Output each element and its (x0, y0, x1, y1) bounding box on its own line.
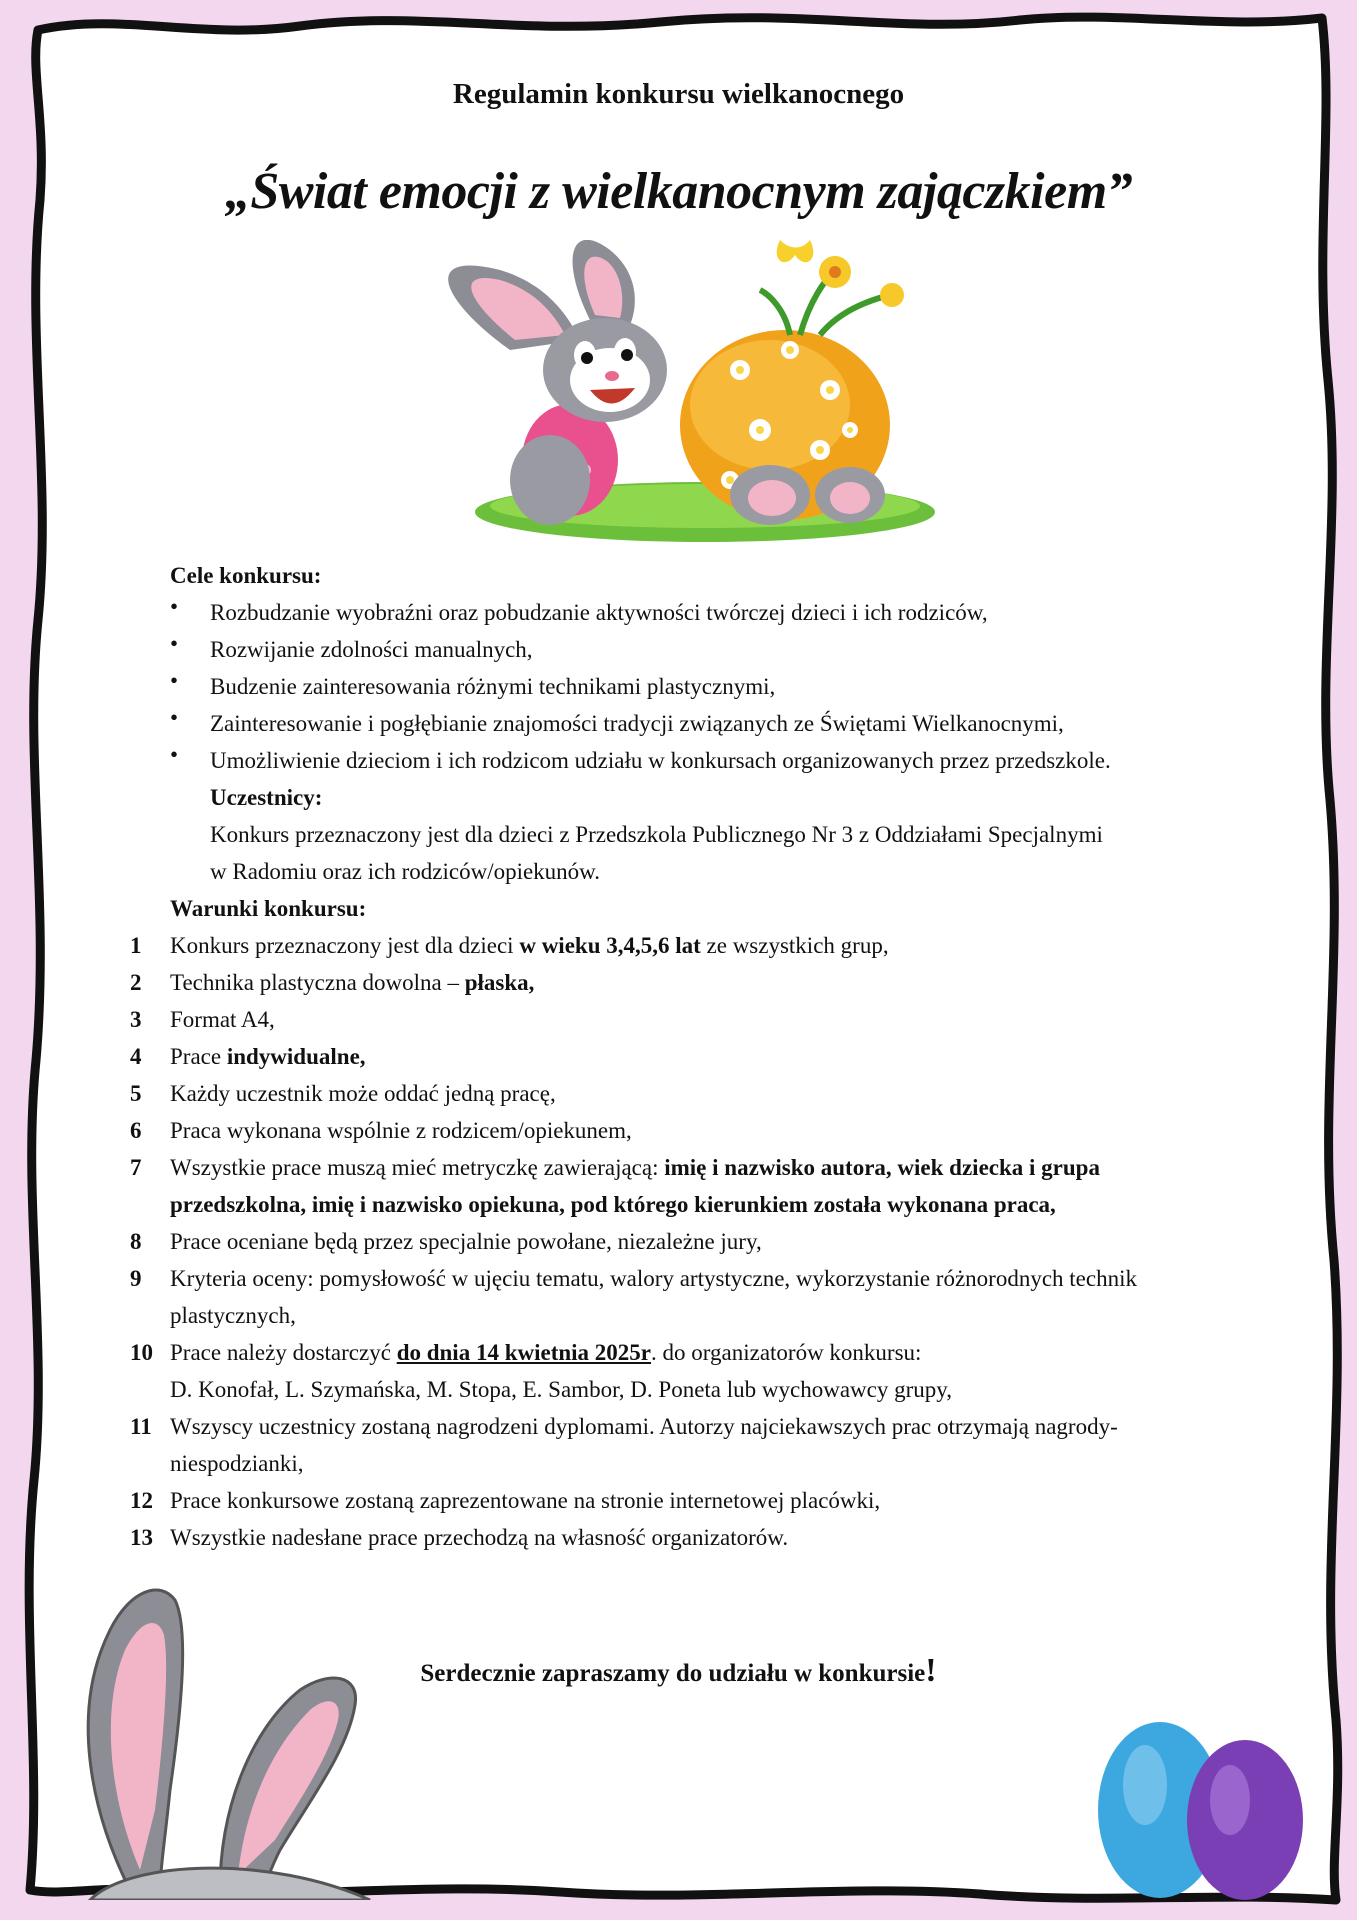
rule-item: Prace należy dostarczyć do dnia 14 kwietnia 2025r. do organizatorów konkursu: (170, 1340, 922, 1365)
rule-number: 10 (130, 1340, 153, 1365)
bullet-icon: • (170, 631, 179, 656)
goals-heading: Cele konkursu: (170, 563, 322, 588)
bullet-icon: • (170, 668, 179, 693)
goal-item: Umożliwienie dzieciom i ich rodzicom udziału w konkursach organizowanych przez przedszkole. (210, 748, 1111, 773)
rule-number: 1 (130, 933, 142, 958)
participants-text: w Radomiu oraz ich rodziców/opiekunów. (210, 859, 601, 884)
rule-item: Prace konkursowe zostaną zaprezentowane na stronie internetowej placówki, (170, 1488, 881, 1513)
rule-item: Prace oceniane będą przez specjalnie powołane, niezależne jury, (170, 1229, 762, 1254)
rule-number: 7 (130, 1155, 142, 1180)
rule-item: Format A4, (170, 1007, 275, 1032)
rule-number: 12 (130, 1488, 153, 1513)
rule-number: 6 (130, 1118, 142, 1143)
rule-number: 3 (130, 1007, 142, 1032)
closing-invitation: Serdecznie zapraszamy do udziału w konkursie! (420, 1652, 937, 1689)
document-title: Regulamin konkursu wielkanocnego (452, 78, 905, 110)
rule-item: Kryteria oceny: pomysłowość w ujęciu tematu, walory artystyczne, wykorzystanie różnorodnych technik (170, 1266, 1137, 1291)
rule-item: Prace indywidualne, (170, 1044, 366, 1069)
bullet-icon: • (170, 705, 179, 730)
rule-number: 9 (130, 1266, 142, 1291)
contest-name: „Świat emocji z wielkanocnym zajączkiem” (224, 163, 1133, 220)
bullet-icon: • (170, 742, 179, 767)
rule-item-continued: niespodzianki, (170, 1451, 304, 1476)
rule-item-continued: przedszkolna, imię i nazwisko opiekuna, pod którego kierunkiem została wykonana praca, (170, 1192, 1056, 1217)
rule-number: 8 (130, 1229, 142, 1254)
bunny-ears-illustration (70, 1560, 400, 1900)
bullet-icon: • (170, 594, 179, 619)
rule-item-continued: D. Konofał, L. Szymańska, M. Stopa, E. Sambor, D. Poneta lub wychowawcy grupy, (170, 1377, 953, 1402)
rule-item: Konkurs przeznaczony jest dla dzieci w wieku 3,4,5,6 lat ze wszystkich grup, (170, 933, 889, 958)
rule-item: Technika plastyczna dowolna – płaska, (170, 970, 535, 995)
rule-item: Wszyscy uczestnicy zostaną nagrodzeni dyplomami. Autorzy najciekawszych prac otrzymają nagrody- (170, 1414, 1118, 1439)
rule-item: Wszystkie prace muszą mieć metryczkę zawierającą: imię i nazwisko autora, wiek dziecka i grupa (170, 1155, 1100, 1180)
bunny-with-egg-illustration (440, 240, 960, 550)
easter-eggs-illustration (1080, 1690, 1320, 1900)
goal-item: Rozwijanie zdolności manualnych, (210, 637, 533, 662)
conditions-heading: Warunki konkursu: (170, 896, 367, 921)
rule-item-continued: plastycznych, (170, 1303, 296, 1328)
participants-heading: Uczestnicy: (210, 785, 323, 810)
rule-number: 4 (130, 1044, 142, 1069)
goal-item: Budzenie zainteresowania różnymi technikami plastycznymi, (210, 674, 776, 699)
rule-item: Każdy uczestnik może oddać jedną pracę, (170, 1081, 556, 1106)
goal-item: Zainteresowanie i pogłębianie znajomości tradycji związanych ze Świętami Wielkanocnymi, (210, 711, 1064, 736)
goal-item: Rozbudzanie wyobraźni oraz pobudzanie aktywności twórczej dzieci i ich rodziców, (210, 600, 988, 625)
rule-number: 13 (130, 1525, 153, 1550)
rule-number: 2 (130, 970, 142, 995)
rule-number: 5 (130, 1081, 142, 1106)
rule-number: 11 (130, 1414, 152, 1439)
rule-item: Praca wykonana wspólnie z rodzicem/opiekunem, (170, 1118, 632, 1143)
rule-item: Wszystkie nadesłane prace przechodzą na własność organizatorów. (170, 1525, 789, 1550)
participants-text: Konkurs przeznaczony jest dla dzieci z Przedszkola Publicznego Nr 3 z Oddziałami Specjalnymi (210, 822, 1103, 847)
